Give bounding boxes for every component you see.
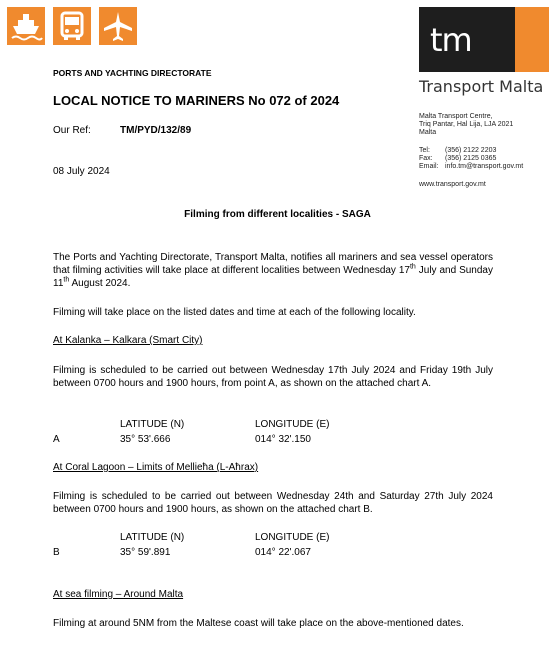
airplane-icon xyxy=(99,7,137,45)
notice-date: 08 July 2024 xyxy=(53,166,110,177)
intro-paragraph xyxy=(53,251,493,290)
intro-text-2: July and Sunday 11 xyxy=(53,265,493,289)
tel-label: Tel: xyxy=(419,147,430,154)
lon-header-mellieha: LONGITUDE (E) xyxy=(255,532,330,543)
fax-value: (356) 2125 0365 xyxy=(445,155,497,162)
filming-line: Filming will take place on the listed dates and time at each of the following locality. xyxy=(53,307,416,318)
lon-header-kalkara: LONGITUDE (E) xyxy=(255,419,330,430)
section-heading-mellieha: At Coral Lagoon – Limits of Mellieħa (L-Aħrax) xyxy=(53,462,259,473)
ship-icon xyxy=(7,7,45,45)
address-line-1: Malta Transport Centre, xyxy=(419,113,493,120)
email-label: Email: xyxy=(419,163,439,170)
point-label-a: A xyxy=(53,434,60,445)
section-heading-kalkara: At Kalanka – Kalkara (Smart City) xyxy=(53,335,203,346)
tel-value: (356) 2122 2203 xyxy=(445,147,497,154)
bus-icon xyxy=(53,7,91,45)
section-body-mellieha: Filming is scheduled to be carried out between Wednesday 24th and Saturday 27th July 2024 between 0700 hours and 1900 hours, as shown on the attached chart B. xyxy=(53,491,493,515)
ref-label: Our Ref: xyxy=(53,125,91,136)
fax-label: Fax: xyxy=(419,155,433,162)
transport-malta-logo xyxy=(419,7,549,72)
address-line-3: Malta xyxy=(419,129,437,136)
lon-value-b: 014° 22'.067 xyxy=(255,547,311,558)
logo-mark: tm xyxy=(430,21,472,59)
intro-sup-2: th xyxy=(63,276,70,284)
lon-value-a: 014° 32'.150 xyxy=(255,434,311,445)
brand-name: Transport Malta xyxy=(419,77,544,96)
directorate-name: PORTS AND YACHTING DIRECTORATE xyxy=(53,68,212,78)
website-link[interactable]: www.transport.gov.mt xyxy=(419,181,486,188)
ref-value: TM/PYD/132/89 xyxy=(120,125,192,136)
intro-text-3: August 2024. xyxy=(69,278,131,289)
point-label-b: B xyxy=(53,547,60,558)
lat-header-kalkara: LATITUDE (N) xyxy=(120,419,185,430)
section-body-at-sea: Filming at around 5NM from the Maltese coast will take place on the above-mentioned dates. xyxy=(53,618,464,629)
email-value[interactable]: info.tm@transport.gov.mt xyxy=(445,163,524,170)
lat-value-b: 35° 59'.891 xyxy=(120,547,171,558)
intro-text-1: The Ports and Yachting Directorate, Transport Malta, notifies all mariners and sea vessel operators that filming activities will take place at different localities between Wednesday 17 xyxy=(53,252,493,276)
intro-sup-1: th xyxy=(409,263,416,271)
section-body-kalkara: Filming is scheduled to be carried out between Wednesday 17th July 2024 and Friday 19th July between 0700 hours and 1900 hours, from point A, as shown on the attached chart A. xyxy=(53,365,493,389)
notice-subject: Filming from different localities - SAGA xyxy=(184,209,371,220)
lat-value-a: 35° 53'.666 xyxy=(120,434,171,445)
lat-header-mellieha: LATITUDE (N) xyxy=(120,532,185,543)
section-heading-at-sea: At sea filming – Around Malta xyxy=(53,589,184,600)
logo-accent-bar xyxy=(515,7,549,72)
address-line-2: Triq Pantar, Hal Lija, LJA 2021 xyxy=(419,121,514,128)
notice-title: LOCAL NOTICE TO MARINERS No 072 of 2024 xyxy=(53,93,340,108)
